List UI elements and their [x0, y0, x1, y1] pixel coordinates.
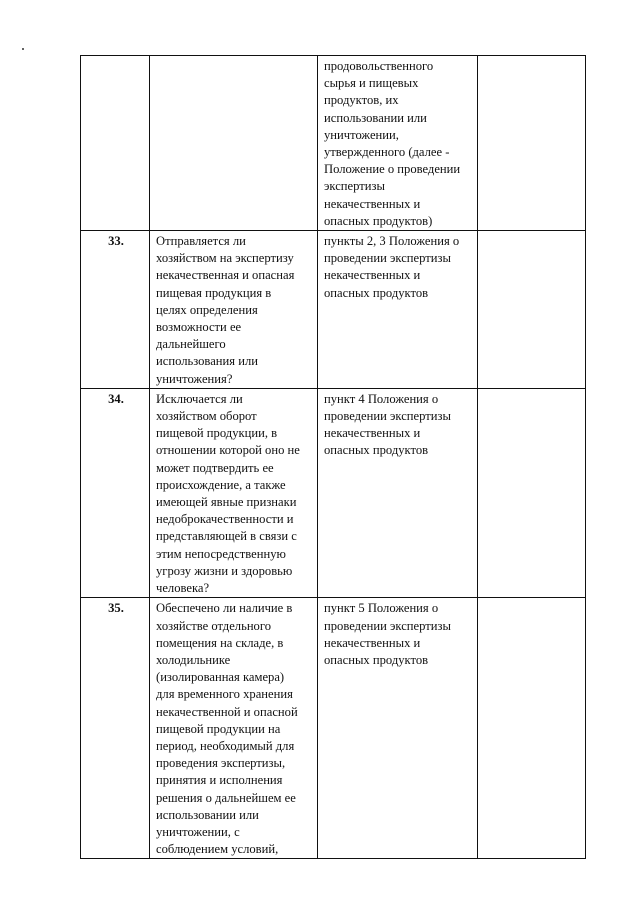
- note-cell: [478, 56, 586, 231]
- item-number-cell: 33.: [81, 231, 150, 389]
- note-cell: [478, 598, 586, 859]
- question-cell: Исключается ли хозяйством оборот пищевой продукции, в отношении которой оно не может подтвердить ее происхождение, а также имеющей явные признаки недоброкачественности и представляющей в связи с этим непосредственную угрозу жизни и здоровью человека?: [150, 388, 318, 597]
- note-cell: [478, 388, 586, 597]
- question-cell: Отправляется ли хозяйством на экспертизу некачественная и опасная пищевая продукция в целях определения возможности ее дальнейшего использования или уничтожения?: [150, 231, 318, 389]
- item-number-cell: [81, 56, 150, 231]
- item-number-cell: 35.: [81, 598, 150, 859]
- question-cell: Обеспечено ли наличие в хозяйстве отдельного помещения на складе, в холодильнике (изолированная камера) для временного хранения некачественной и опасной пищевой продукции на период, необходимый для проведения экспертизы, принятия и исполнения решения о дальнейшем ее использовании или уничтожении, с соблюдением условий,: [150, 598, 318, 859]
- table-row-35: [81, 598, 586, 859]
- note-cell: [478, 231, 586, 389]
- reference-cell: продовольственного сырья и пищевых продуктов, их использовании или уничтожении, утвержденного (далее - Положение о проведении экспертизы некачественных и опасных продуктов): [318, 56, 478, 231]
- reference-cell: пункт 5 Положения о проведении экспертизы некачественных и опасных продуктов: [318, 598, 478, 859]
- scan-speck: [22, 48, 24, 50]
- table-row-33: [81, 231, 586, 389]
- item-number-cell: 34.: [81, 388, 150, 597]
- checklist-table: [80, 55, 586, 859]
- table-row-34: [81, 388, 586, 597]
- table-row-continuation: [81, 56, 586, 231]
- reference-cell: пункт 4 Положения о проведении экспертизы некачественных и опасных продуктов: [318, 388, 478, 597]
- reference-cell: пункты 2, 3 Положения о проведении экспертизы некачественных и опасных продуктов: [318, 231, 478, 389]
- question-cell: [150, 56, 318, 231]
